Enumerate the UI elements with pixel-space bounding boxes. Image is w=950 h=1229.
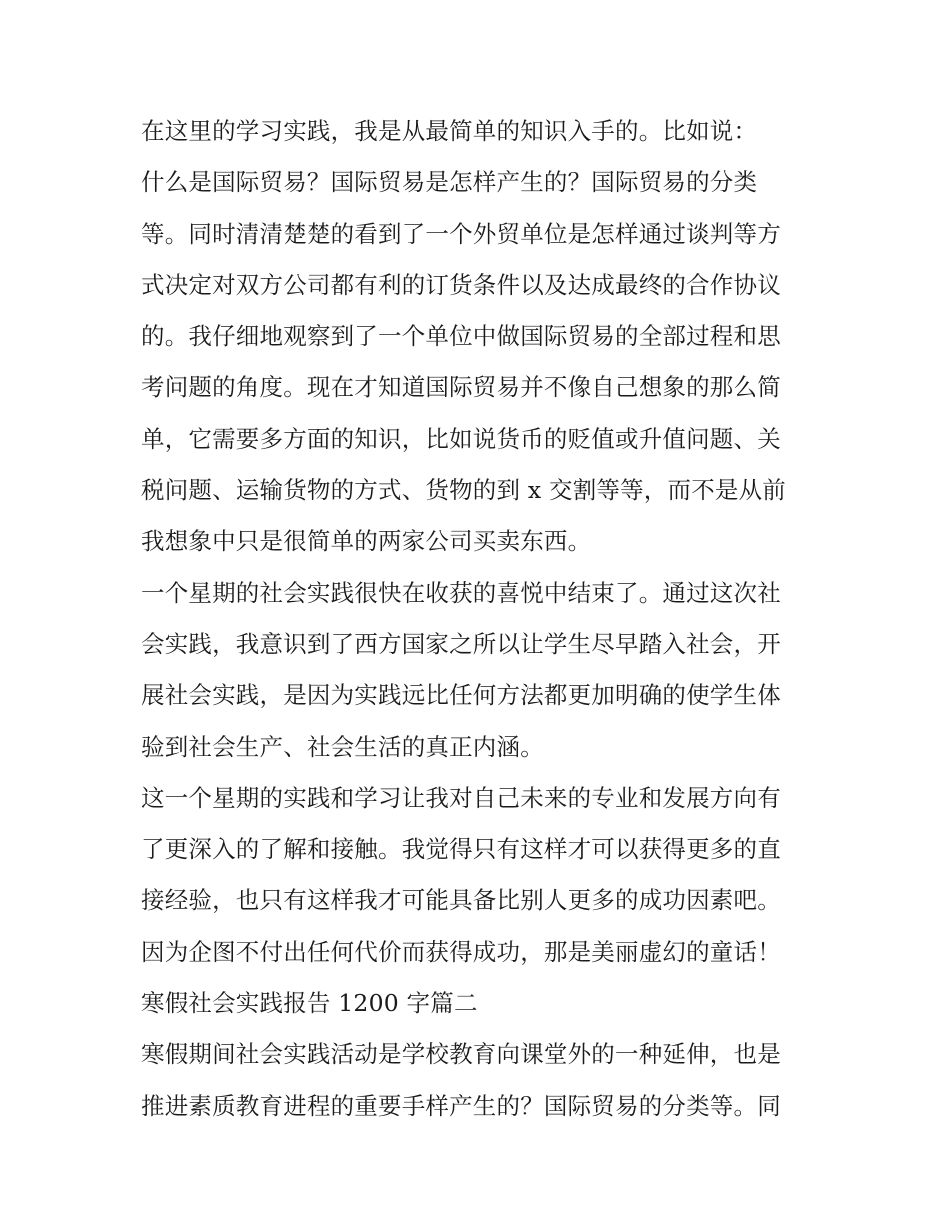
text-line: 式决定对双方公司都有利的订货条件以及达成最终的合作协议	[141, 270, 781, 299]
text-line: 接经验，也只有这样我才可能具备比别人更多的成功因素吧。	[141, 886, 781, 915]
text-line: 等。同时清清楚楚的看到了一个外贸单位是怎样通过谈判等方	[141, 219, 781, 248]
text-line: 单，它需要多方面的知识，比如说货币的贬值或升值问题、关	[141, 424, 781, 453]
text-line: 推进素质教育进程的重要手样产生的？国际贸易的分类等。同	[141, 1091, 781, 1120]
text-line: 展社会实践，是因为实践远比任何方法都更加明确的使学生体	[141, 681, 781, 710]
text-line: 我想象中只是很简单的两家公司买卖东西。	[141, 527, 592, 556]
text-line: 考问题的角度。现在才知道国际贸易并不像自己想象的那么简	[141, 373, 781, 402]
text-line: 在这里的学习实践，我是从最简单的知识入手的。比如说：	[141, 117, 758, 145]
text-line: 了更深入的了解和接触。我觉得只有这样才可以获得更多的直	[141, 835, 781, 864]
text-line: 这一个星期的实践和学习让我对自己未来的专业和发展方向有	[141, 783, 781, 812]
text-line: 的。我仔细地观察到了一个单位中做国际贸易的全部过程和思	[141, 322, 781, 351]
text-line: 寒假期间社会实践活动是学校教育向课堂外的一种延伸，也是	[141, 1040, 781, 1069]
text-line: 因为企图不付出任何代价而获得成功，那是美丽虚幻的童话！	[141, 937, 781, 966]
document-body	[141, 106, 821, 1132]
text-line: 会实践，我意识到了西方国家之所以让学生尽早踏入社会，开	[141, 629, 781, 658]
section-heading: 寒假社会实践报告 1200 字篇二	[141, 989, 478, 1018]
text-line: 税问题、运输货物的方式、货物的到 x 交割等等，而不是从前	[141, 476, 786, 505]
text-line: 一个星期的社会实践很快在收获的喜悦中结束了。通过这次社	[141, 578, 781, 607]
text-line: 验到社会生产、社会生活的真正内涵。	[141, 732, 544, 761]
text-line: 什么是国际贸易？国际贸易是怎样产生的？国际贸易的分类	[141, 168, 758, 197]
